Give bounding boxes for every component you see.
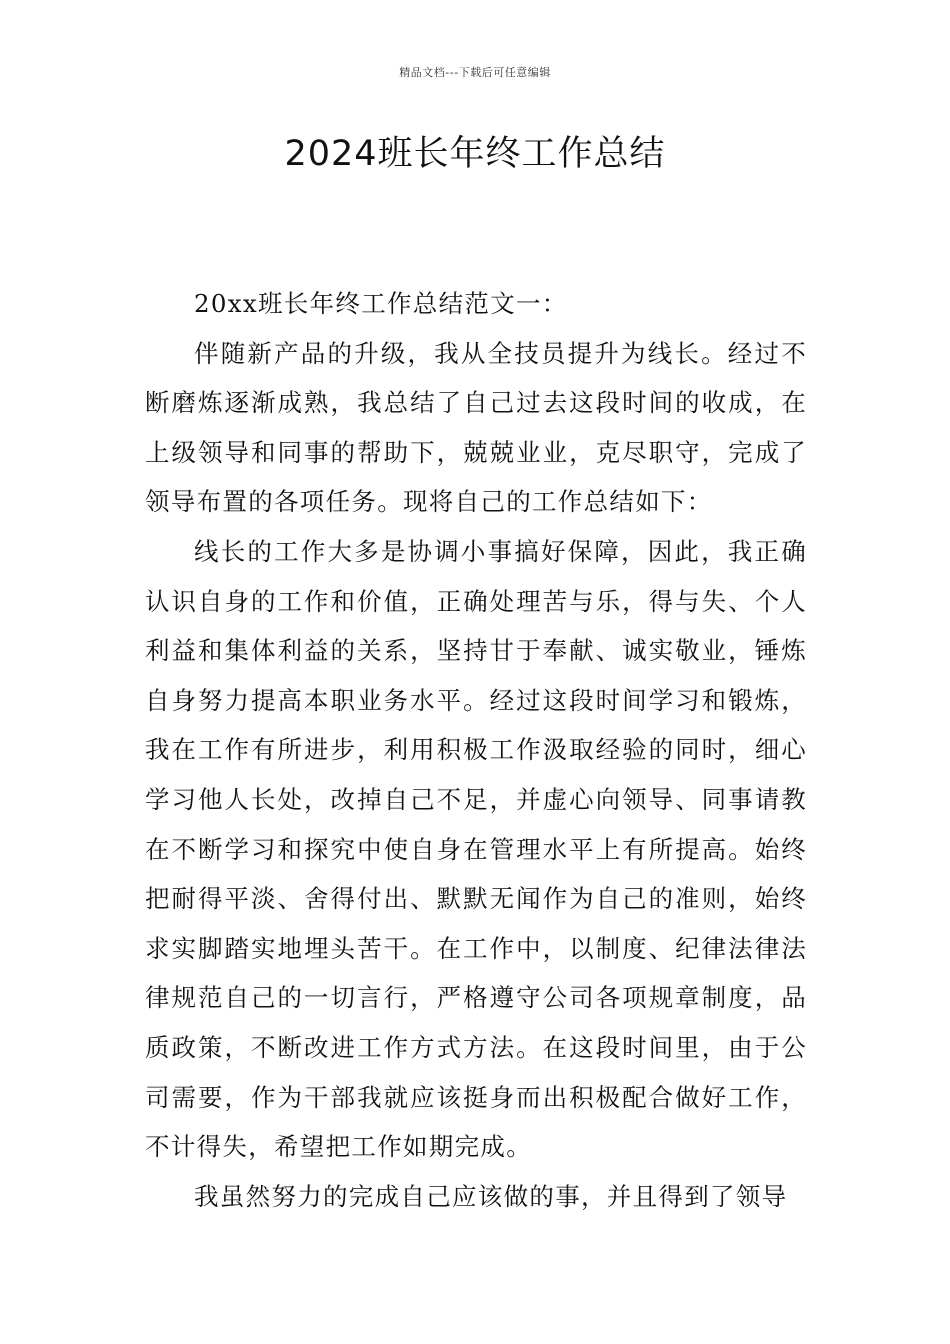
paragraph-intro: 20xx班长年终工作总结范文一： [194, 289, 568, 318]
paragraph-1: 伴随新产品的升级，我从全技员提升为线长。经过不断磨炼逐渐成熟，我总结了自己过去这段时间的收成，在上级领导和同事的帮助下，兢兢业业，克尽职守，完成了领导布置的各项任务。现将自己的工作总结如下： [145, 338, 807, 517]
document-title: 2024班长年终工作总结 [284, 134, 666, 174]
paragraph-2: 线长的工作大多是协调小事搞好保障，因此，我正确认识自身的工作和价值，正确处理苦与乐，得与失、个人利益和集体利益的关系，坚持甘于奉献、诚实敬业，锤炼自身努力提高本职业务水平。经过这段时间学习和锻炼，我在工作有所进步，利用积极工作汲取经验的同时，细心学习他人长处，改掉自己不足，并虚心向领导、同事请教在不断学习和探究中使自身在管理水平上有所提高。始终把耐得平淡、舍得付出、默默无闻作为自己的准则，始终求实脚踏实地埋头苦干。在工作中，以制度、纪律法律法律规范自己的一切言行，严格遵守公司各项规章制度，品质政策，不断改进工作方式方法。在这段时间里，由于公司需要，作为干部我就应该挺身而出积极配合做好工作，不计得失，希望把工作如期完成。 [145, 536, 807, 1162]
document-body [145, 279, 807, 1221]
paragraph-3: 我虽然努力的完成自己应该做的事，并且得到了领导 [194, 1181, 788, 1211]
header-note: 精品文档---下载后可任意编辑 [399, 66, 551, 79]
